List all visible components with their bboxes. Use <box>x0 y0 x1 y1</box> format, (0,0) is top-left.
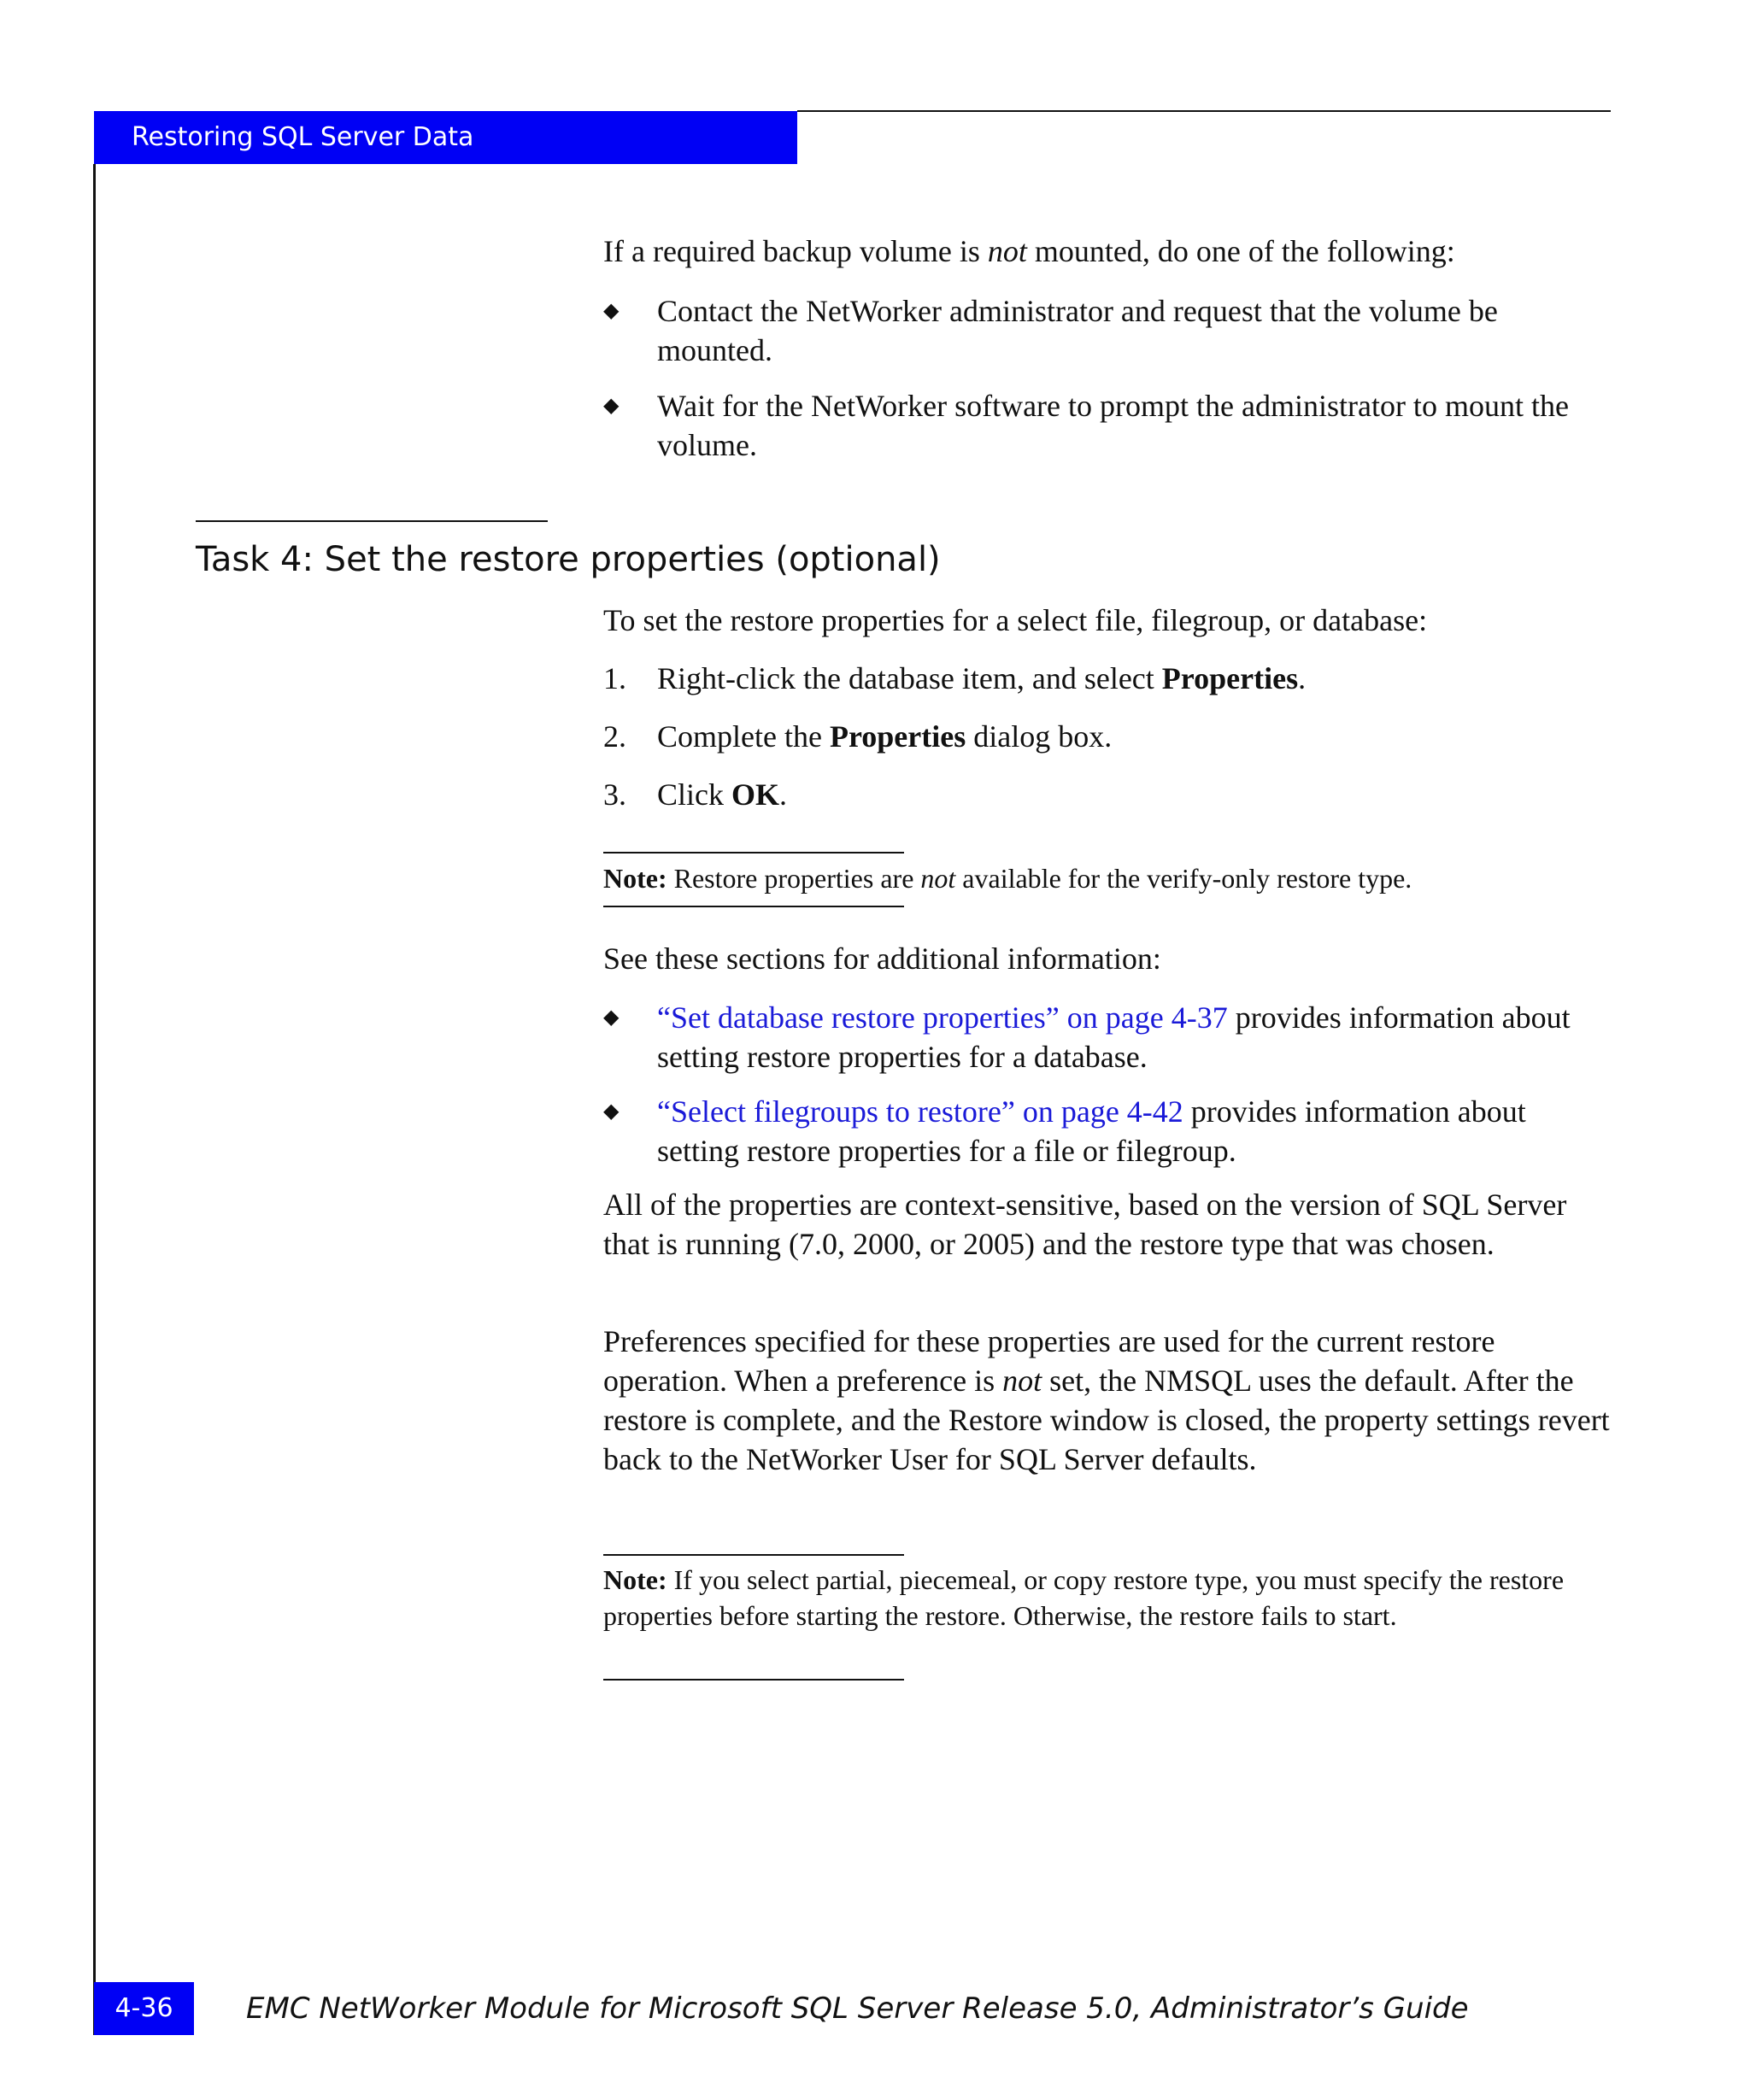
diamond-bullet-icon: ◆ <box>603 395 620 417</box>
diamond-bullet-icon: ◆ <box>603 1006 620 1029</box>
note: Note: Restore properties are not available for the verify-only restore type. <box>603 863 1412 894</box>
list-item: Wait for the NetWorker software to prompt the administrator to mount the volume. <box>657 389 1569 462</box>
diamond-bullet-icon: ◆ <box>603 1100 620 1123</box>
see-also-intro: See these sections for additional information: <box>603 941 1161 976</box>
header-rule <box>797 110 1611 112</box>
step-number: 1. <box>603 661 626 695</box>
preferences-paragraph: Preferences specified for these properties are used for the current restore operation. When a preference is not set, the NMSQL uses the default. After the restore is complete, and the Restore window is closed, the property settings revert back to the NetWorker User for SQL Server defaults. <box>603 1324 1610 1476</box>
step-text: Right-click the database item, and select Properties. <box>657 661 1307 695</box>
cross-reference-link[interactable]: “Set database restore properties” on page 4-37 <box>657 1000 1228 1035</box>
task-intro: To set the restore properties for a select file, filegroup, or database: <box>603 603 1428 637</box>
step-text: Complete the Properties dialog box. <box>657 719 1113 754</box>
list-item: “Select filegroups to restore” on page 4-42 provides information about setting restore properties for a file or filegroup. <box>657 1094 1526 1168</box>
list-item: “Set database restore properties” on page 4-37 provides information about setting restore properties for a database. <box>657 1000 1571 1074</box>
section-title: Restoring SQL Server Data <box>132 122 474 152</box>
step-number: 2. <box>603 719 626 754</box>
note-rule-top <box>603 852 904 853</box>
note-rule-bottom <box>603 906 904 907</box>
note-rule-top <box>603 1554 904 1556</box>
footer-title: EMC NetWorker Module for Microsoft SQL Server Release 5.0, Administrator’s Guide <box>246 1991 1469 2026</box>
heading-rule <box>196 520 548 522</box>
diamond-bullet-icon: ◆ <box>603 300 620 322</box>
context-paragraph: All of the properties are context-sensitive, based on the version of SQL Server that is running (7.0, 2000, or 2005) and the restore type that was chosen. <box>603 1188 1567 1261</box>
step-number: 3. <box>603 777 626 812</box>
mount-intro: If a required backup volume is not mounted, do one of the following: <box>603 234 1455 268</box>
step-text: Click OK. <box>657 777 788 812</box>
page-number: 4-36 <box>94 1982 194 2035</box>
left-margin-rule <box>93 164 96 2035</box>
note-rule-bottom <box>603 1679 904 1681</box>
section-header <box>94 111 797 164</box>
list-item: Contact the NetWorker administrator and request that the volume be mounted. <box>657 294 1498 367</box>
task-heading: Task 4: Set the restore properties (optional) <box>196 540 941 579</box>
cross-reference-link[interactable]: “Select filegroups to restore” on page 4-42 <box>657 1094 1183 1129</box>
note: Note: If you select partial, piecemeal, or copy restore type, you must specify the restore properties before starting the restore. Otherwise, the restore fails to start. <box>603 1564 1565 1631</box>
